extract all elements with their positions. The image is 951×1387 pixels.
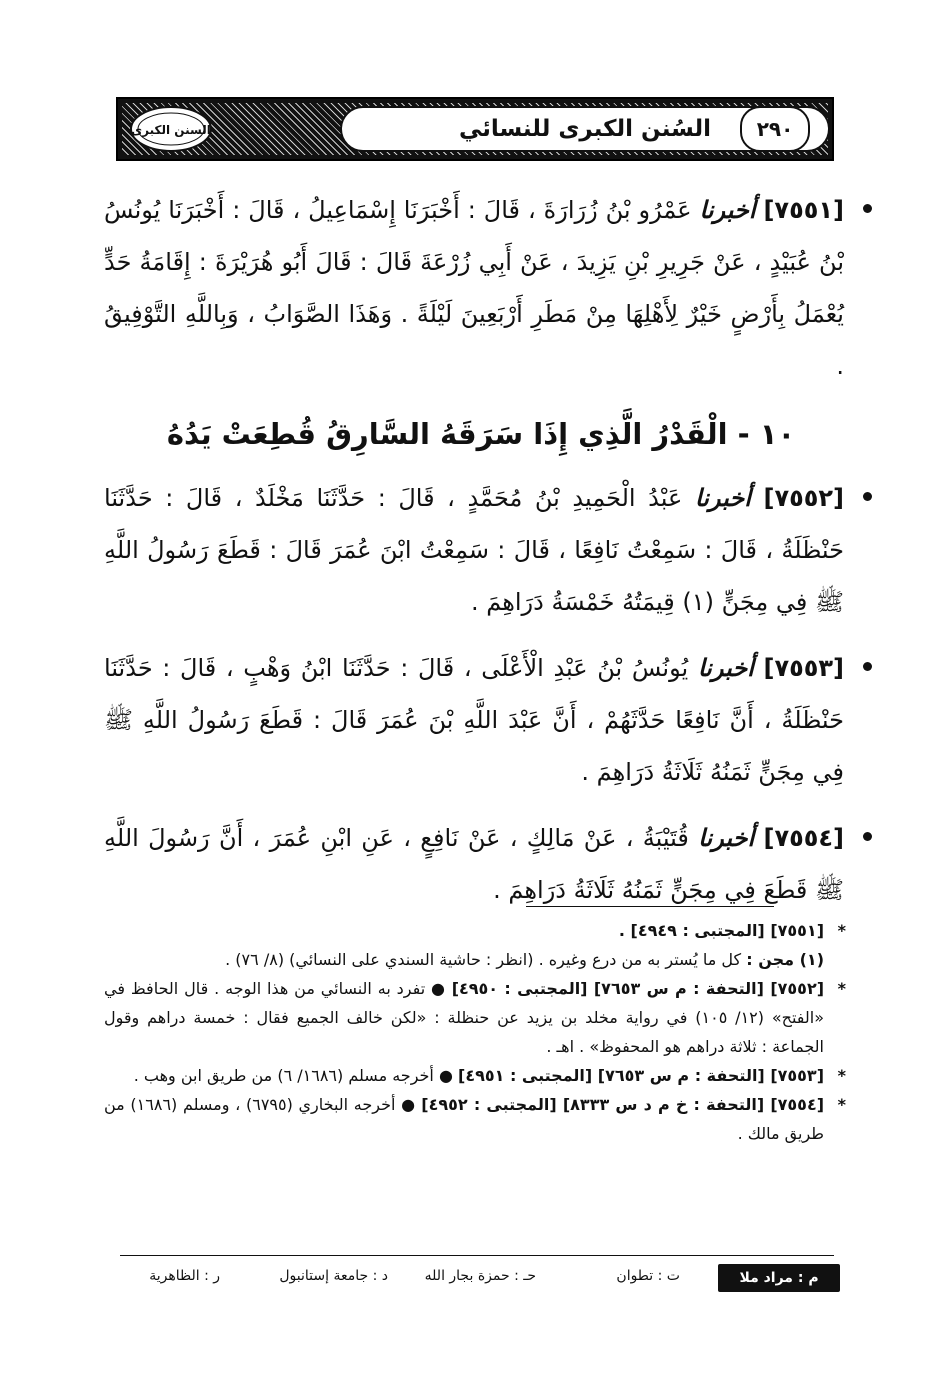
hadith-number: [٧٥٥٢]: [763, 484, 844, 512]
hadith-text: عَبْدُ الْحَمِيدِ بْنُ مُحَمَّدٍ ، قَالَ : حَدَّثَنَا مَخْلَدٌ ، قَالَ : حَدَّثَنَا حَنْظَلَةُ ، قَالَ : سَمِعْتُ نَافِعًا ، قَالَ : سَمِعْتُ ابْنَ عُمَرَ قَالَ : قَطَعَ رَسُولُ اللَّهِ ﷺ فِي مِجَنٍّ (١) قِيمَتُهُ خَمْسَةُ دَرَاهِمَ .: [104, 484, 844, 616]
star-icon: *: [837, 921, 846, 940]
hadith-number: [٧٥٥٣]: [763, 654, 844, 682]
footnote-divider: [526, 906, 774, 907]
star-icon: *: [837, 1066, 846, 1085]
footnote-1: [104, 945, 846, 974]
akhbarana-word: أخبرنا: [698, 824, 755, 852]
source-badge: م : مراد ملا: [718, 1264, 840, 1292]
manuscript-sources: [116, 1260, 840, 1296]
footnote-refs: [٧٥٥١] [المجتبى : ٤٩٤٩] .: [618, 921, 824, 940]
akhbarana-word: أخبرنا: [699, 196, 756, 224]
main-text: [104, 184, 858, 916]
hadith-number: [٧٥٥١]: [763, 196, 844, 224]
book-title: السُنن الكبرى للنسائي: [340, 106, 830, 152]
footnote-7553: [104, 1061, 846, 1090]
footnote-7554: [104, 1090, 846, 1148]
bullet-icon: [863, 204, 872, 213]
chapter-title: ١٠ - الْقَدْرُ الَّذِي إِذَا سَرَقَهُ السَّارِقُ قُطِعَتْ يَدُهُ: [166, 417, 796, 451]
hadith-text: عَمْرُو بْنُ زُرَارَةَ ، قَالَ : أَخْبَرَنَا إِسْمَاعِيلُ ، قَالَ : أَخْبَرَنَا يُونُسُ بْنُ عُبَيْدٍ ، عَنْ جَرِيرِ بْنِ يَزِيدَ ، عَنْ أَبِي زُرْعَةَ قَالَ : قَالَ أَبُو هُرَيْرَةَ : إِقَامَةُ حَدٍّ يُعْمَلُ بِأَرْضٍ خَيْرٌ لِأَهْلِهَا مِنْ مَطَرِ أَرْبَعِينَ لَيْلَةً . وَهَذَا الصَّوَابُ ، وَبِاللَّهِ التَّوْفِيقُ .: [104, 196, 844, 380]
hadith-number: [٧٥٥٤]: [763, 824, 845, 852]
footnote-refs: (١) مجن :: [746, 950, 824, 969]
footer-divider: [120, 1255, 834, 1256]
footnote-refs: [٧٥٥٣] [التحفة : م س ٧٦٥٣] [المجتبى : ٤٩٥١]: [458, 1066, 824, 1085]
bullet-icon: [863, 492, 872, 501]
footnote-refs: [٧٥٥٢] [التحفة : م س ٧٦٥٣] [المجتبى : ٤٩٥٠]: [451, 979, 825, 998]
hadith-7551: [104, 184, 858, 392]
seal-text: السنن الكبرى: [131, 123, 211, 137]
footnote-text: ● تفرد به النسائي من هذا الوجه . قال الحافظ في «الفتح» (١٢/ ١٠٥) في رواية مخلد بن يزيد عن حنظلة : «لكن خالف الجميع فقال : خمسة دراهم وقول الجماعة : ثلاثة دراهم هو المحفوظ» . اهـ .: [104, 979, 825, 1056]
page-number: ٢٩٠: [740, 106, 810, 152]
footnotes: [104, 916, 846, 1148]
hadith-7552: [104, 472, 858, 628]
hadith-text: يُونُسُ بْنُ عَبْدِ الْأَعْلَى ، قَالَ : حَدَّثَنَا ابْنُ وَهْبٍ ، قَالَ : حَدَّثَنَا حَنْظَلَةُ ، أَنَّ نَافِعًا حَدَّثَهُمْ ، أَنَّ عَبْدَ اللَّهِ بْنَ عُمَرَ قَالَ : قَطَعَ رَسُولُ اللَّهِ ﷺ فِي مِجَنٍّ ثَمَنُهُ ثَلَاثَةُ دَرَاهِمَ .: [104, 654, 844, 786]
footnote-refs: [٧٥٥٤] [التحفة : خ م د س ٨٣٣٣] [المجتبى : ٤٩٥٢]: [421, 1095, 825, 1114]
footnote-7552: [104, 974, 846, 1061]
page-header: [116, 97, 834, 161]
source-item: ت : تطوان: [616, 1268, 680, 1284]
footnote-text: ● أخرجه البخاري (٦٧٩٥) ، ومسلم (١٦٨٦) من طريق مالك .: [104, 1095, 824, 1143]
akhbarana-word: أخبرنا: [694, 484, 751, 512]
source-item: حـ : حمزة بجار الله: [424, 1268, 536, 1284]
hadith-text: قُتَيْبَةُ ، عَنْ مَالِكٍ ، عَنْ نَافِعٍ ، عَنِ ابْنِ عُمَرَ ، أَنَّ رَسُولَ اللَّهِ ﷺ قَطَعَ فِي مِجَنٍّ ثَمَنُهُ ثَلَاثَةُ دَرَاهِمَ .: [104, 824, 844, 904]
footnote-text: كل ما يُستر به من درع وغيره . (انظر : حاشية السندي على النسائي) (٨/ ٧٦) .: [225, 950, 742, 969]
hadith-7554: [104, 812, 858, 916]
source-item: ر : الظاهرية: [149, 1268, 220, 1284]
bullet-icon: [863, 832, 872, 841]
star-icon: *: [837, 1095, 846, 1114]
hadith-7553: [104, 642, 858, 798]
star-icon: *: [837, 979, 846, 998]
footnote-7551: [104, 916, 846, 945]
book-seal-logo: [128, 104, 214, 154]
akhbarana-word: أخبرنا: [697, 654, 754, 682]
source-item: د : جامعة إستانبول: [279, 1268, 388, 1284]
footnote-text: ● أخرجه مسلم (١٦٨٦/ ٦) من طريق ابن وهب .: [133, 1066, 453, 1085]
bullet-icon: [863, 662, 872, 671]
